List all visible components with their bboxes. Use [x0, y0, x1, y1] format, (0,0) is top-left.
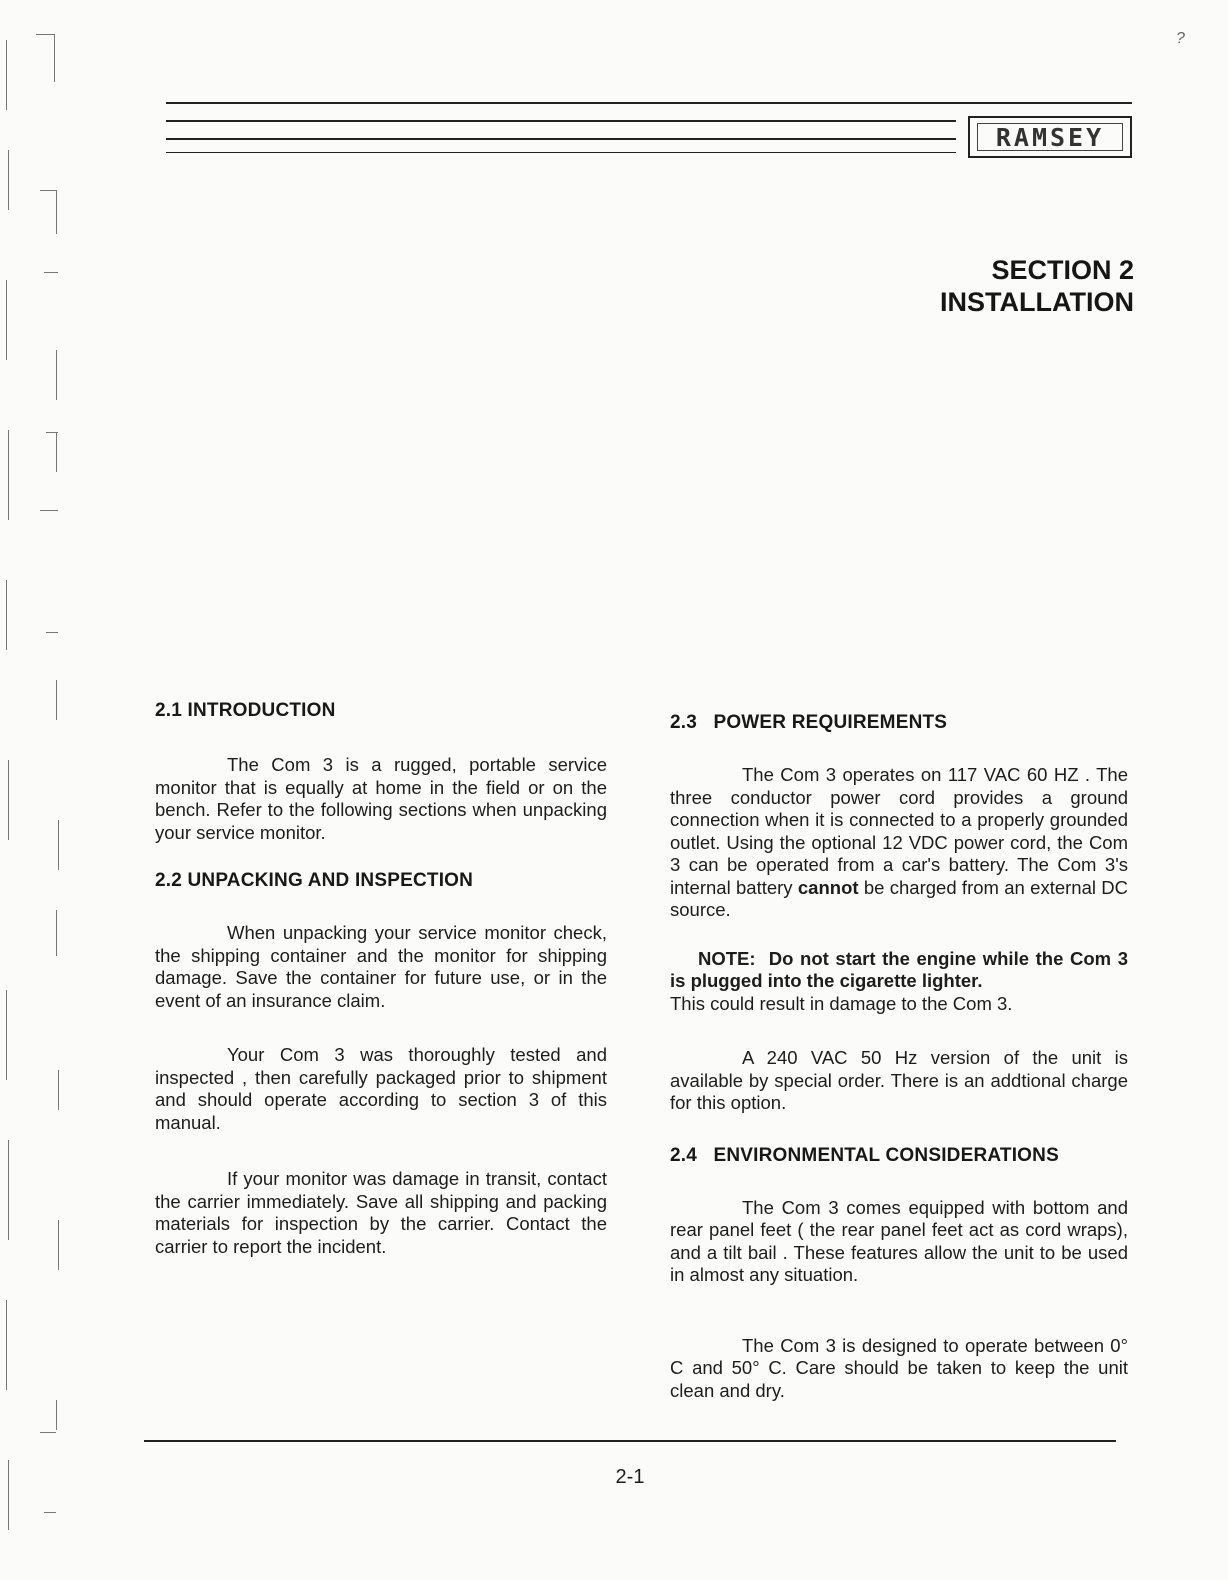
- section-title: INSTALLATION: [940, 287, 1134, 317]
- right-column: [670, 712, 1139, 1402]
- note-warning: NOTE: Do not start the engine while the Com 3 is plugged into the cigarette lighter.: [670, 947, 1134, 991]
- header-rule-lower: [166, 152, 956, 153]
- ramsey-logo: [968, 116, 1132, 158]
- paragraph-unpacking-2: Your Com 3 was thoroughly tested and inspected , then carefully packaged prior to shipment and should operate according to section 3 of this manual.: [155, 1044, 607, 1133]
- paragraph-introduction: The Com 3 is a rugged, portable service monitor that is equally at home in the field or on the bench. Refer to the following sections when unpacking your service monitor.: [155, 754, 607, 843]
- paragraph-environment-2: The Com 3 is designed to operate between 0° C and 50° C. Care should be taken to keep the unit clean and dry.: [670, 1334, 1139, 1401]
- header-rule-bottom: [166, 138, 956, 140]
- note-block: [670, 947, 1134, 993]
- section-number: SECTION 2: [991, 255, 1134, 285]
- paragraph-environment-1: The Com 3 comes equipped with bottom and rear panel feet ( the rear panel feet act as cord wraps), and a tilt bail . These features allow the unit to be used in almost any situation.: [670, 1196, 1128, 1285]
- heading-power: 2.3 POWER REQUIREMENTS: [670, 712, 948, 733]
- header-rule-top: [166, 102, 1132, 104]
- left-column: [155, 700, 607, 1258]
- header-rule-middle: [166, 120, 956, 122]
- note-consequence: This could result in damage to the Com 3.: [670, 992, 1013, 1014]
- heading-introduction: 2.1 INTRODUCTION: [155, 700, 336, 721]
- footer-rule: [144, 1440, 1116, 1442]
- section-heading: [940, 254, 1134, 318]
- margin-mark: ?: [1176, 30, 1185, 47]
- paragraph-unpacking-3: If your monitor was damage in transit, contact the carrier immediately. Save all shipping and packing materials for inspection by the carrier. Contact the carrier to report the incident.: [155, 1168, 607, 1257]
- page-number: 2-1: [615, 1466, 645, 1488]
- power-text-main: The Com 3 operates on 117 VAC 60 HZ . The three conductor power cord provides a ground connection when it is connected to a properly grounded outlet. Using the optional 12 VDC power cord, the Com 3 can be operated from a car's battery. The Com 3's internal battery: [670, 764, 1128, 898]
- power-text-emphasis: cannot: [797, 876, 859, 898]
- heading-unpacking: 2.2 UNPACKING AND INSPECTION: [155, 870, 474, 891]
- logo-text: RAMSEY: [977, 123, 1123, 151]
- paragraph-240vac: A 240 VAC 50 Hz version of the unit is available by special order. There is an addtional charge for this option.: [670, 1047, 1128, 1113]
- heading-environmental: 2.4 ENVIRONMENTAL CONSIDERATIONS: [670, 1144, 1059, 1166]
- paragraph-power: [670, 764, 1128, 922]
- binding-edge-artifacts: [0, 0, 70, 1580]
- paragraph-unpacking-1: When unpacking your service monitor check, the shipping container and the monitor for shipping damage. Save the container for future use, or in the event of an insurance claim.: [155, 922, 607, 1011]
- power-text-end: be charged from an external DC source.: [670, 876, 1129, 920]
